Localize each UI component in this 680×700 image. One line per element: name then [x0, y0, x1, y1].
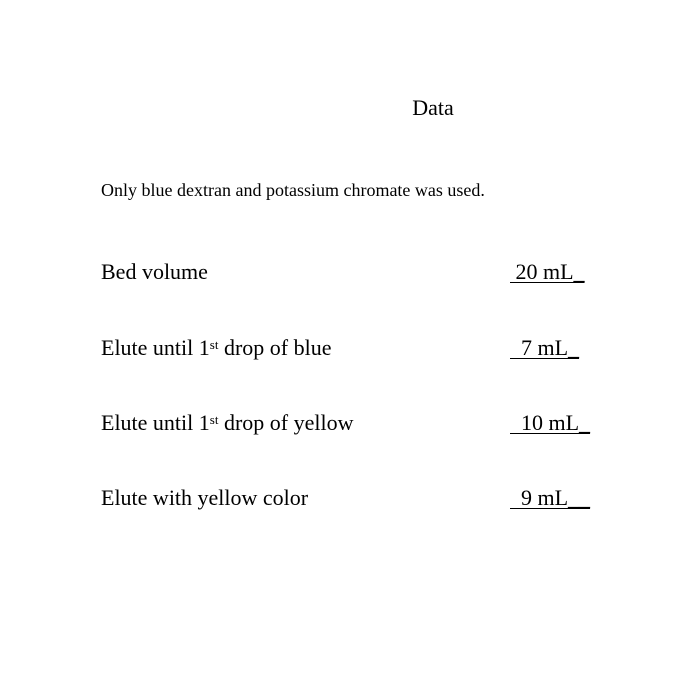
data-row-yellow-color [101, 483, 621, 513]
data-row-bed-volume [101, 257, 621, 287]
row-label: Elute until 1st drop of blue [101, 335, 332, 360]
row-label: Elute with yellow color [101, 485, 309, 510]
row-label: Elute until 1st drop of yellow [101, 410, 354, 435]
row-value: 20 mL_ [510, 259, 585, 284]
data-row-first-yellow-drop [101, 408, 621, 438]
page-title: Data [412, 95, 454, 120]
data-row-first-blue-drop [101, 333, 621, 363]
row-value: 9 mL__ [510, 485, 591, 510]
row-value: 7 mL_ [510, 335, 580, 360]
method-note: Only blue dextran and potassium chromate was used. [101, 180, 485, 200]
row-label: Bed volume [101, 259, 208, 284]
row-value: 10 mL_ [510, 410, 591, 435]
